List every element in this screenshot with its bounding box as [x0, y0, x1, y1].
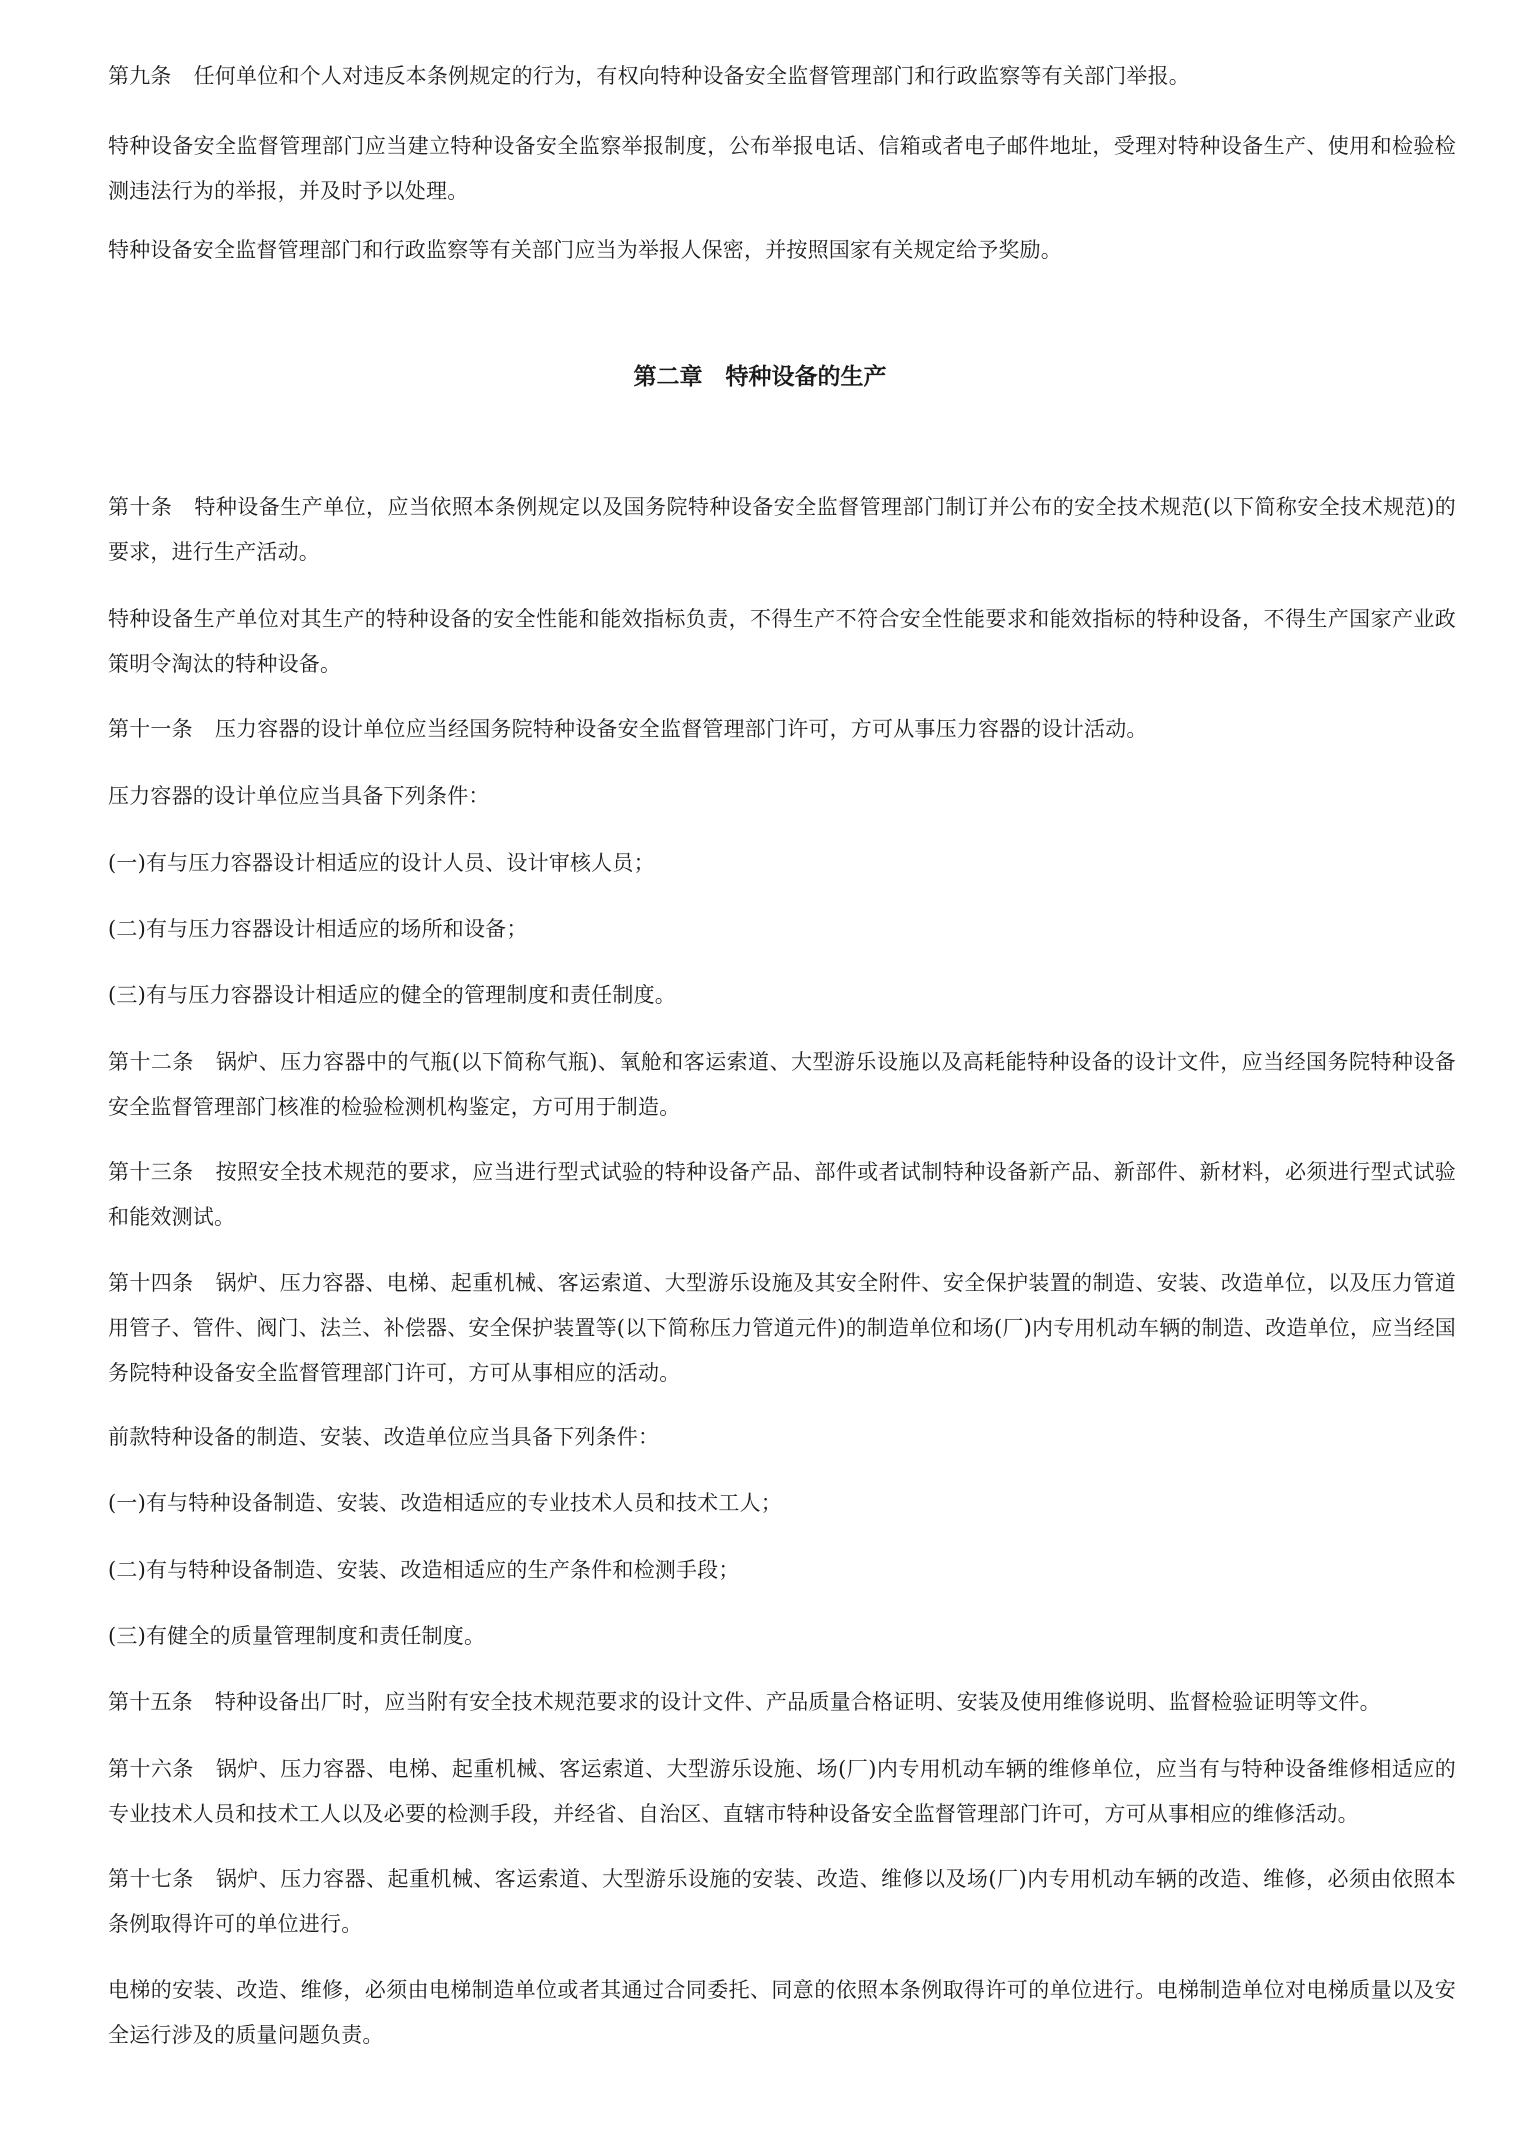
article-14 — [108, 1261, 1456, 1396]
article-label: 第十四条 — [108, 1271, 194, 1295]
article-label: 第十条 — [108, 495, 173, 519]
paragraph: 电梯的安装、改造、维修，必须由电梯制造单位或者其通过合同委托、同意的依照本条例取得许可的单位进行。电梯制造单位对电梯质量以及安全运行涉及的质量问题负责。 — [108, 1978, 1456, 2047]
chapter-title: 第二章 特种设备的生产 — [633, 364, 887, 390]
list-item: (二)有与压力容器设计相适应的场所和设备； — [108, 917, 528, 941]
article-label: 第十二条 — [108, 1050, 194, 1074]
paragraph: 特种设备安全监督管理部门和行政监察等有关部门应当为举报人保密，并按照国家有关规定给予奖励。 — [108, 238, 1062, 262]
article-label: 第十七条 — [108, 1867, 194, 1891]
article-text: 锅炉、压力容器、电梯、起重机械、客运索道、大型游乐设施及其安全附件、安全保护装置的制造、安装、改造单位，以及压力管道用管子、管件、阀门、法兰、补偿器、安全保护装置等(以下简称压力管道元件)的制造单位和场(厂)内专用机动车辆的制造、改造单位，应当经国务院特种设备安全监督管理部门许可，方可从事相应的活动。 — [108, 1271, 1456, 1385]
list-item: (一)有与压力容器设计相适应的设计人员、设计审核人员； — [108, 851, 655, 875]
list-item: (三)有与压力容器设计相适应的健全的管理制度和责任制度。 — [108, 983, 676, 1007]
article-label: 第十三条 — [108, 1160, 194, 1184]
list-item: (一)有与特种设备制造、安装、改造相适应的专业技术人员和技术工人； — [108, 1491, 782, 1515]
paragraph: 特种设备生产单位对其生产的特种设备的安全性能和能效指标负责，不得生产不符合安全性能要求和能效指标的特种设备，不得生产国家产业政策明令淘汰的特种设备。 — [108, 607, 1456, 676]
article-17 — [108, 1857, 1456, 1947]
article-12 — [108, 1040, 1456, 1130]
article-10 — [108, 485, 1456, 575]
list-item: (二)有与特种设备制造、安装、改造相适应的生产条件和检测手段； — [108, 1558, 740, 1582]
article-13 — [108, 1150, 1456, 1240]
article-text: 锅炉、压力容器、电梯、起重机械、客运索道、大型游乐设施、场(厂)内专用机动车辆的维修单位，应当有与特种设备维修相适应的专业技术人员和技术工人以及必要的检测手段，并经省、自治区、直辖市特种设备安全监督管理部门许可，方可从事相应的维修活动。 — [108, 1757, 1456, 1826]
article-11 — [108, 707, 1456, 752]
article-text: 按照安全技术规范的要求，应当进行型式试验的特种设备产品、部件或者试制特种设备新产品、新部件、新材料，必须进行型式试验和能效测试。 — [108, 1160, 1456, 1229]
list-item: (三)有健全的质量管理制度和责任制度。 — [108, 1624, 486, 1648]
article-label: 第十一条 — [108, 717, 193, 741]
paragraph: 前款特种设备的制造、安装、改造单位应当具备下列条件： — [108, 1425, 660, 1449]
paragraph: 特种设备安全监督管理部门应当建立特种设备安全监察举报制度，公布举报电话、信箱或者电子邮件地址，受理对特种设备生产、使用和检验检测违法行为的举报，并及时予以处理。 — [108, 134, 1456, 203]
article-16 — [108, 1747, 1456, 1837]
article-text: 特种设备出厂时，应当附有安全技术规范要求的设计文件、产品质量合格证明、安装及使用维修说明、监督检验证明等文件。 — [214, 1690, 1381, 1714]
article-text: 锅炉、压力容器中的气瓶(以下简称气瓶)、氧舱和客运索道、大型游乐设施以及高耗能特种设备的设计文件，应当经国务院特种设备安全监督管理部门核准的检验检测机构鉴定，方可用于制造。 — [108, 1050, 1456, 1119]
article-label: 第九条 — [108, 64, 172, 88]
article-15 — [108, 1680, 1456, 1725]
article-text: 锅炉、压力容器、起重机械、客运索道、大型游乐设施的安装、改造、维修以及场(厂)内专用机动车辆的改造、维修，必须由依照本条例取得许可的单位进行。 — [108, 1867, 1456, 1936]
article-text: 压力容器的设计单位应当经国务院特种设备安全监督管理部门许可，方可从事压力容器的设计活动。 — [214, 717, 1148, 741]
article-text: 任何单位和个人对违反本条例规定的行为，有权向特种设备安全监督管理部门和行政监察等有关部门举报。 — [193, 64, 1191, 88]
article-text: 特种设备生产单位，应当依照本条例规定以及国务院特种设备安全监督管理部门制订并公布的安全技术规范(以下简称安全技术规范)的要求，进行生产活动。 — [108, 495, 1456, 564]
paragraph: 压力容器的设计单位应当具备下列条件： — [108, 784, 490, 808]
article-label: 第十五条 — [108, 1690, 193, 1714]
article-9 — [108, 54, 1456, 99]
article-label: 第十六条 — [108, 1757, 194, 1781]
